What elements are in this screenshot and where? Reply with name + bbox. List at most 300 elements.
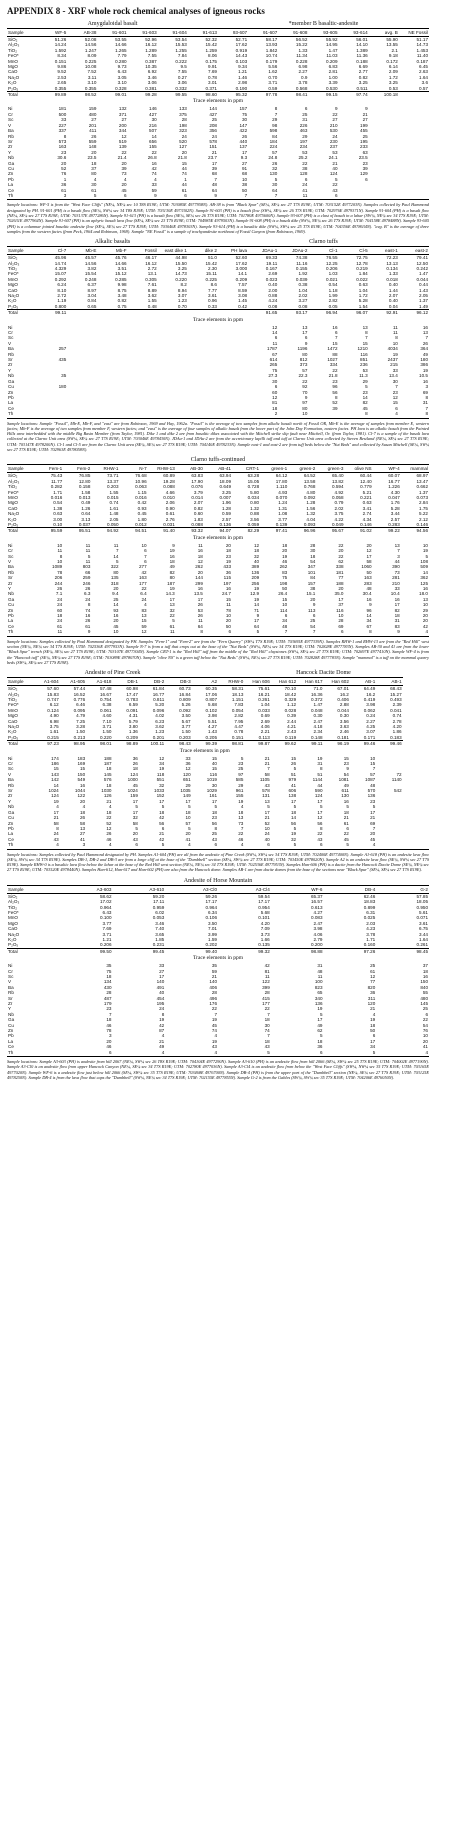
table-cell: 1.76 (390, 500, 400, 506)
table-cell: 137 (239, 144, 248, 150)
column-header: 93-607 (218, 29, 248, 37)
table-cell: 32 (159, 782, 165, 788)
table-cell: 206 (54, 575, 63, 581)
table-cell: 12.25 (326, 260, 338, 266)
table-cell: 1.66 (260, 936, 270, 942)
element-label: CaO (8, 287, 18, 293)
table-cell: 67.01 (337, 686, 349, 692)
table-cell: 13 (80, 825, 86, 831)
table-cell: 198 (179, 122, 187, 128)
table-cell: 12 (185, 766, 191, 772)
group-label: *member B basaltic-andesite (288, 21, 359, 27)
table-cell: 8 (59, 553, 63, 559)
table-cell: 29 (422, 607, 428, 613)
table-cell: 133 (179, 106, 187, 112)
table-cell: 57.44 (73, 686, 86, 692)
table-cell: 10 (392, 340, 398, 346)
table-cell: 3.51 (117, 265, 127, 271)
table-cell: 6.92 (147, 69, 157, 75)
sample-locations-note: Sample locations: Samples collected by Paul Hammond designated by PH. Samples A1-604 (PH) are all from the andesite of Pine Creek (SW¼, SW¼ sec 34 T7S R19E; UTM: 702400E 4977400N). Sample A1-618 (PH) is an andesite lava flow (SE¼, SW¼ sec 34 T7S R19E). Samples DB-1, DB-2 and DB-3 are from a large cliff at the base of the "Dumbbell" section (SE¼, SW¼ sec 27 T7S R19E; UTM: 703450E 4978020N). Sample A2 is an andesite lava flow (SE¼, SW¼ sec 27 T7S R19E). Sample RHW-0 is a basaltic lava flow below the lahar at the base of the Red Hill west section (NE¼, NE¼ sec 34 T7S R19E; UTM: 702536E 4977953N). Samples Han-606 (PH) is a dacite from the Hancock Dacite Dome (SE¼, NE¼ sec 27 T7S R19E; UTM: 703520E 4978440N). Samples Han-612, Han-617 and Han-602 (PH) are also from the Hancock dome. Samples AB-1 are from dacite domes from the base of the sections near "Black Spur" (SE¼, SE¼ sec 27 T7S R19E). (7, 851, 429, 873)
table-cell: 0.053 (152, 915, 165, 921)
table-cell: 66 (85, 569, 91, 575)
table-cell: 14.95 (326, 42, 338, 48)
table-cell: 60.44 (360, 473, 372, 479)
table-cell: 7.69 (102, 926, 112, 932)
table-cell: 18 (106, 1017, 112, 1023)
table-cell: 95.51 (63, 528, 91, 534)
table-cell: 0.40 (388, 298, 398, 304)
element-label: MgO (8, 282, 18, 288)
table-cell: 163 (138, 575, 147, 581)
table-cell: 42 (159, 836, 165, 842)
table-cell: 1.265 (115, 47, 127, 53)
table-cell: 2.27 (298, 69, 308, 75)
table-cell: 24.7 (222, 591, 231, 597)
table-cell: 1.15 (137, 489, 147, 495)
element-label: Na₂O (8, 931, 20, 937)
table-cell: 34 (370, 1044, 376, 1050)
table-cell: 43 (264, 1044, 270, 1050)
table-cell: 4.79 (76, 713, 86, 719)
table-cell: 2.53 (57, 74, 67, 80)
table-cell: 17 (338, 596, 344, 602)
table-cell: 24 (141, 596, 147, 602)
table-cell: 80 (113, 569, 119, 575)
table-cell: 163 (363, 575, 372, 581)
table-cell: 73 (394, 569, 400, 575)
table-cell: 0.807 (205, 696, 217, 702)
table-cell: 53 (197, 607, 203, 613)
table-cell: 120 (367, 1001, 376, 1007)
table-cell: 0.095 (73, 707, 86, 713)
table-cell: 14.73 (416, 42, 428, 48)
table-cell: 0.69 (260, 713, 270, 719)
table-cell: 6.69 (358, 64, 368, 70)
table-cell: 16.2 (339, 691, 349, 697)
table-cell: 20 (106, 1038, 112, 1044)
column-header: dike 2 (188, 247, 218, 255)
element-label: Ce (8, 405, 14, 411)
table-cell: 23.5 (87, 155, 97, 161)
table-cell: 0.63 (362, 500, 372, 506)
table-cell: 17.47 (126, 691, 138, 697)
table-cell: 114 (279, 607, 288, 613)
table-cell: 51 (291, 771, 297, 777)
table-cell: 82 (169, 569, 175, 575)
table-cell: 54 (310, 623, 316, 629)
table-cell: 139 (118, 144, 127, 150)
table-cell: 3.41 (362, 505, 372, 511)
table-cell: 0.013 (78, 494, 91, 500)
table-cell: 6 (135, 842, 138, 848)
table-cell: 0.242 (416, 265, 428, 271)
table-cell: 11 (113, 542, 119, 548)
table-cell: 0.78 (208, 74, 217, 80)
group-label: Andesite of Pine Creek (84, 670, 141, 677)
column-header: A3-610 (113, 885, 166, 893)
table-cell: 98.95 (60, 741, 86, 747)
table-cell: 606 (288, 788, 297, 794)
table-cell: 16 (332, 324, 338, 330)
table-cell: 5 (267, 1049, 270, 1055)
table-cell: 13 (302, 324, 308, 330)
table-cell: 11.16 (296, 260, 308, 266)
table-cell: 101 (307, 569, 316, 575)
table-cell: 17.62 (235, 260, 248, 266)
table-cell: 8 (214, 825, 217, 831)
table-cell: 4.60 (102, 713, 112, 719)
table-cell: 208 (209, 122, 217, 128)
table-cell: 0.092 (179, 707, 191, 713)
table-cell: 1.64 (419, 936, 428, 942)
table-cell: 52 (106, 820, 112, 826)
element-label: Al₂O₃ (8, 478, 20, 484)
table-cell: 7 (240, 825, 244, 831)
table-cell: 0.80 (250, 500, 260, 506)
table-cell: 28 (264, 990, 270, 996)
table-cell: 74.38 (295, 255, 308, 261)
table-cell: 3.39 (328, 80, 338, 86)
table-cell: 28 (338, 618, 344, 624)
table-cell: 32 (169, 607, 175, 613)
table-cell: 0.231 (152, 942, 165, 948)
table-cell: 20 (185, 831, 191, 837)
element-label: Th (8, 1049, 14, 1055)
column-header: Cl-1 (308, 247, 338, 255)
table-cell: 6.38 (102, 702, 112, 708)
table-row (7, 411, 429, 416)
table-cell: 4 (56, 842, 59, 848)
table-cell: 15.53 (175, 42, 187, 48)
table-cell: 3.11 (87, 74, 97, 80)
table-cell: 91.40 (148, 528, 176, 534)
table-cell: 1044 (74, 788, 86, 794)
table-cell: 1.43 (419, 287, 428, 293)
element-label: V (8, 979, 12, 985)
table-cell: 18 (282, 542, 288, 548)
table-cell (339, 193, 369, 198)
table-cell: 199 (360, 122, 368, 128)
table-cell: 233 (360, 144, 368, 150)
element-label: SiO₂ (8, 686, 18, 692)
element-label: V (8, 340, 12, 346)
table-cell: 551 (156, 777, 165, 783)
table-cell: 8 (200, 629, 203, 635)
table-cell: 0.954 (258, 904, 270, 910)
table-cell: 11.34 (296, 53, 308, 59)
trace-subtitle-row (7, 97, 429, 106)
table-cell: 37 (338, 602, 344, 608)
element-label: SiO₂ (8, 255, 18, 261)
table-cell: 0.70 (177, 303, 187, 309)
table-cell: 979 (288, 777, 297, 783)
table-cell: 43 (211, 836, 217, 842)
table-cell: 0.010 (163, 494, 175, 500)
table-cell: 5 (293, 766, 297, 772)
table-cell: 13 (264, 798, 270, 804)
table-cell: 18 (91, 160, 97, 166)
table-cell: 60.89 (163, 473, 175, 479)
table-cell: 15 (53, 766, 59, 772)
table-cell: 16 (366, 596, 372, 602)
table-cell: 21.8 (328, 373, 338, 379)
table-cell: 72.23 (386, 255, 398, 261)
table-cell: 31 (394, 618, 400, 624)
table-cell: 49 (169, 564, 175, 570)
table-cell: 0.950 (416, 904, 428, 910)
table-cell: 18 (106, 782, 112, 788)
table-cell: 19.28 (163, 478, 175, 484)
table-cell: 3.63 (339, 724, 349, 730)
table-cell: 12 (141, 629, 147, 635)
element-label: Zr (8, 580, 13, 586)
table-cell: 65 (317, 990, 323, 996)
element-label: Al₂O₃ (8, 260, 20, 266)
table-cell: 16.77 (388, 478, 400, 484)
table-cell: 38 (302, 165, 308, 171)
table-cell: 2.84 (419, 500, 428, 506)
table-cell: 55 (422, 990, 428, 996)
table-cell: 3 (397, 553, 400, 559)
table-cell: 12 (317, 815, 323, 821)
element-label: Zr (8, 144, 13, 150)
table-cell: 80 (169, 575, 175, 581)
table-cell: 0.61 (165, 511, 175, 517)
table-cell: 64.52 (303, 473, 316, 479)
element-label: Zr (8, 362, 13, 368)
table-cell: 22 (332, 111, 338, 117)
table-cell: 7 (267, 1011, 270, 1017)
element-label: Ga (8, 160, 15, 166)
element-label: Rb (8, 133, 14, 139)
table-cell: 0.662 (416, 484, 428, 490)
table-cell: 59 (141, 623, 147, 629)
table-cell: 26 (197, 613, 203, 619)
table-cell: 157 (307, 580, 316, 586)
table-cell: 99.45 (113, 948, 166, 954)
table-cell: 2.77 (358, 69, 368, 75)
table-cell: 13.37 (107, 478, 119, 484)
table-cell: 0.088 (191, 521, 203, 527)
table-cell: 17.11 (153, 899, 165, 905)
table-cell: 25 (211, 831, 217, 837)
table-cell: 74 (181, 171, 187, 177)
element-label: Ce (8, 1044, 14, 1050)
table-cell: 17 (254, 618, 260, 624)
table-cell: 174 (51, 755, 59, 761)
table-cell: 74 (85, 607, 91, 613)
table-cell: 159 (88, 106, 97, 112)
table-cell: 3.06 (147, 80, 157, 86)
table-cell: 299 (195, 580, 203, 586)
table-cell: 18 (422, 968, 428, 974)
table-cell: 69.33 (265, 255, 278, 261)
table-cell: 3.10 (117, 80, 127, 86)
table-cell: 0.033 (258, 707, 270, 713)
table-cell: 21 (159, 831, 165, 837)
table-cell: 244 (54, 580, 63, 586)
table-cell: 0.9 (301, 74, 308, 80)
table-cell: 0.221 (360, 494, 372, 500)
table-cell: 15.50 (175, 260, 187, 266)
table-cell: 16.21 (258, 691, 270, 697)
table-cell: 0.27 (177, 74, 187, 80)
table-cell: 5.28 (358, 298, 368, 304)
table-cell: 3.06 (177, 80, 187, 86)
element-label: Rb (8, 351, 14, 357)
table-cell: 20 (422, 618, 428, 624)
table-cell: 20 (121, 160, 127, 166)
table-cell: 99.55 (158, 92, 188, 98)
table-cell: 1196 (297, 346, 308, 352)
table-cell: 17.17 (205, 899, 217, 905)
table-cell: 95.32 (218, 92, 248, 98)
table-cell: 23 (238, 761, 244, 767)
table-cell: 6.59 (128, 702, 138, 708)
table-cell: 51.0 (208, 255, 217, 261)
table-cell: 8 (56, 825, 59, 831)
group-label: Clarno tuffs (309, 239, 338, 246)
element-label: K₂O (8, 80, 17, 86)
table-cell: 15 (362, 340, 368, 346)
element-label: P₂O₅ (8, 85, 19, 91)
table-cell: 22 (121, 149, 127, 155)
table-cell: 46 (106, 836, 112, 842)
table-cell: 375 (179, 111, 187, 117)
table-cell: 99.46 (376, 741, 402, 747)
table-cell: 0.649 (219, 484, 231, 490)
table-cell: 0.776 (73, 696, 86, 702)
table-cell: 61 (91, 187, 97, 193)
table-cell: 14 (291, 815, 297, 821)
table-cell: 0.811 (153, 696, 165, 702)
element-label: Ga (8, 596, 15, 602)
table-cell: 487 (103, 995, 112, 1001)
table-cell: 0.419 (363, 696, 376, 702)
element-label: FeO* (8, 489, 19, 495)
table-cell: 1.21 (102, 936, 112, 942)
table-cell: 42 (151, 165, 157, 171)
table-cell: 65.40 (332, 473, 344, 479)
element-label: Cu (8, 384, 14, 390)
column-header: NE Fossil (399, 29, 429, 37)
table-cell: 10 (338, 613, 344, 619)
table-cell: 61 (343, 820, 349, 826)
element-label: Cu (8, 815, 14, 821)
table-cell: 20 (197, 569, 203, 575)
table-cell: 1.31 (278, 505, 288, 511)
table-cell: 87 (159, 1028, 165, 1034)
table-cell: 24.1 (328, 155, 338, 161)
table-cell: 234 (299, 144, 308, 150)
table-cell: 9 (365, 106, 368, 112)
table-cell: 20 (91, 149, 97, 155)
table-cell: 1.12 (287, 702, 297, 708)
table-cell: 19 (159, 766, 165, 772)
table-cell: 24 (211, 133, 217, 139)
element-label: V (8, 559, 12, 564)
table-cell: 22 (338, 542, 344, 548)
table-cell: 108 (420, 559, 428, 564)
table-cell: 53.55 (115, 37, 127, 42)
table-cell: 2.05 (419, 293, 428, 298)
table-cell: 76 (61, 171, 67, 177)
element-label: Ga (8, 809, 15, 815)
table-cell: 11.03 (326, 53, 338, 59)
table-cell: 62.46 (363, 893, 376, 899)
table-cell: 25 (362, 133, 368, 139)
table-cell: 1.85 (155, 936, 165, 942)
table-cell: 30.6 (57, 155, 67, 161)
table-cell: 97 (238, 771, 244, 777)
table-cell: 58 (53, 820, 59, 826)
table-cell: 19 (53, 798, 59, 804)
element-label: FeO* (8, 53, 19, 59)
table-cell: 2.72 (57, 293, 67, 298)
table-cell: 83 (141, 607, 147, 613)
table-cell: 84 (310, 575, 316, 581)
table-cell: 2.82 (234, 713, 244, 719)
table-cell: 70 (302, 389, 308, 395)
column-header: PH lava (218, 247, 248, 255)
table-cell: 7.69 (208, 69, 217, 75)
table-cell: 88 (332, 351, 338, 357)
table-cell: 0.175 (205, 58, 217, 64)
table-cell: 30 (91, 182, 97, 188)
table-cell: 57 (272, 149, 278, 155)
table-cell: 1.32 (306, 511, 316, 517)
table-cell: 39 (362, 165, 368, 171)
table-cell: 0.372 (311, 696, 323, 702)
table-cell: 98.45 (376, 948, 429, 954)
table-cell: 0.65 (87, 303, 97, 309)
table-cell: 0.44 (419, 282, 428, 288)
table-cell: 60.98 (126, 686, 138, 692)
column-header-row (7, 247, 429, 255)
table-cell: 16 (343, 798, 349, 804)
table-cell: 18 (264, 1017, 270, 1023)
table-cell: 570 (367, 788, 376, 794)
table-cell: 120 (182, 771, 191, 777)
table-cell: 36 (61, 182, 67, 188)
table-cell: 0.225 (205, 276, 217, 282)
table-cell: 0.568 (295, 85, 308, 91)
table-cell: 6 (144, 559, 147, 564)
table-cell: 16 (85, 613, 91, 619)
table-cell: 5 (172, 618, 175, 624)
table-cell: 26 (85, 586, 91, 592)
column-header: RHW-1 (91, 465, 119, 473)
table-cell: 0.728 (247, 484, 260, 490)
table-cell: 46 (282, 559, 288, 564)
table-cell: 6 (274, 384, 278, 390)
table-cell: 12 (392, 394, 398, 400)
table-cell: 45 (362, 405, 368, 411)
element-label: P₂O₅ (8, 303, 19, 309)
table-cell: 334 (329, 362, 338, 368)
table-cell: 0.40 (388, 282, 398, 288)
table-cell: 0.899 (363, 904, 376, 910)
table-cell: 0.228 (295, 58, 308, 64)
table-cell: 54 (343, 771, 349, 777)
table-cell: 2.02 (334, 505, 344, 511)
table-cell: 16 (197, 548, 203, 554)
table-cell: 0.283 (388, 521, 400, 527)
table-cell: 140 (209, 979, 217, 985)
table-row (7, 193, 429, 198)
table-cell: 28 (181, 117, 187, 123)
table-cell: 24 (181, 133, 187, 139)
